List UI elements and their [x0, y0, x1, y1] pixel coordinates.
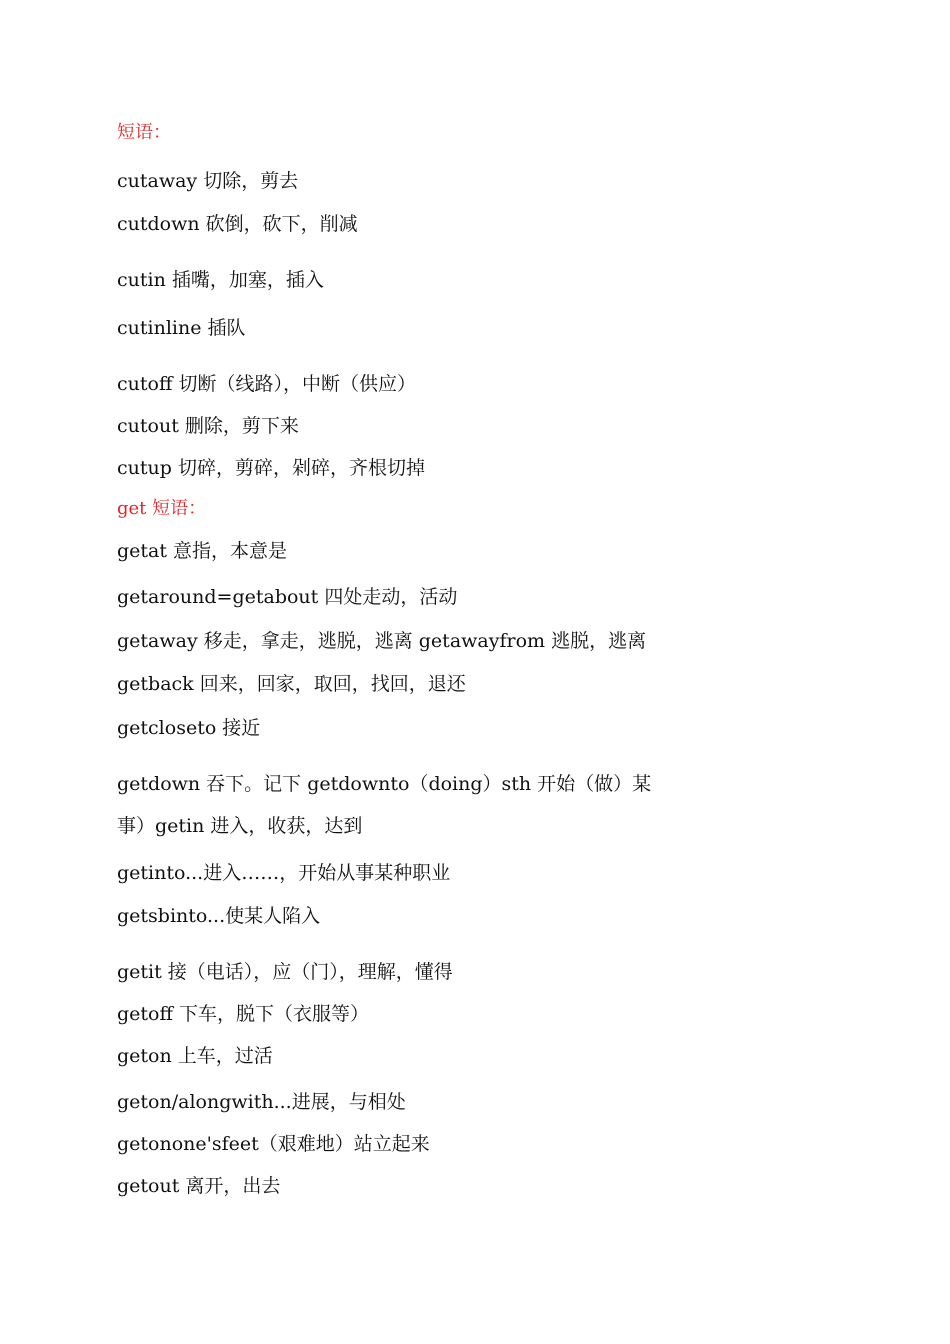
- phrase-cutinline: cutinline 插队: [117, 317, 246, 339]
- phrase-getcloseto: getcloseto 接近: [117, 717, 261, 739]
- phrase-getin: 事）getin 进入，收获，达到: [117, 815, 363, 837]
- phrase-cutdown: cutdown 砍倒，砍下，削减: [117, 213, 358, 235]
- phrase-getononesfeet: getonone'sfeet（艰难地）站立起来: [117, 1133, 430, 1155]
- section-heading-get: get 短语：: [117, 498, 207, 519]
- phrase-getdown: getdown 吞下。记下 getdownto（doing）sth 开始（做）某: [117, 773, 652, 795]
- phrase-getsbinto: getsbinto...使某人陷入: [117, 905, 321, 927]
- phrase-cutoff: cutoff 切断（线路），中断（供应）: [117, 373, 416, 395]
- phrase-getinto: getinto...进入……，开始从事某种职业: [117, 862, 451, 884]
- phrase-getit: getit 接（电话），应（门），理解，懂得: [117, 961, 453, 983]
- phrase-cutin: cutin 插嘴，加塞，插入: [117, 269, 324, 291]
- section-heading-cut: 短语：: [117, 122, 171, 143]
- phrase-geton: geton 上车，过活: [117, 1045, 273, 1067]
- phrase-getat: getat 意指，本意是: [117, 540, 288, 562]
- phrase-geton-alongwith: geton/alongwith...进展，与相处: [117, 1091, 406, 1113]
- phrase-getout: getout 离开，出去: [117, 1175, 281, 1197]
- phrase-cutout: cutout 删除，剪下来: [117, 415, 299, 437]
- phrase-getoff: getoff 下车，脱下（衣服等）: [117, 1003, 370, 1025]
- phrase-cutup: cutup 切碎，剪碎，剁碎，齐根切掉: [117, 457, 425, 479]
- phrase-getaround: getaround=getabout 四处走动，活动: [117, 586, 458, 608]
- phrase-cutaway: cutaway 切除，剪去: [117, 170, 299, 192]
- phrase-getaway: getaway 移走，拿走，逃脱，逃离 getawayfrom 逃脱，逃离: [117, 630, 647, 652]
- phrase-getback: getback 回来，回家，取回，找回，退还: [117, 673, 466, 695]
